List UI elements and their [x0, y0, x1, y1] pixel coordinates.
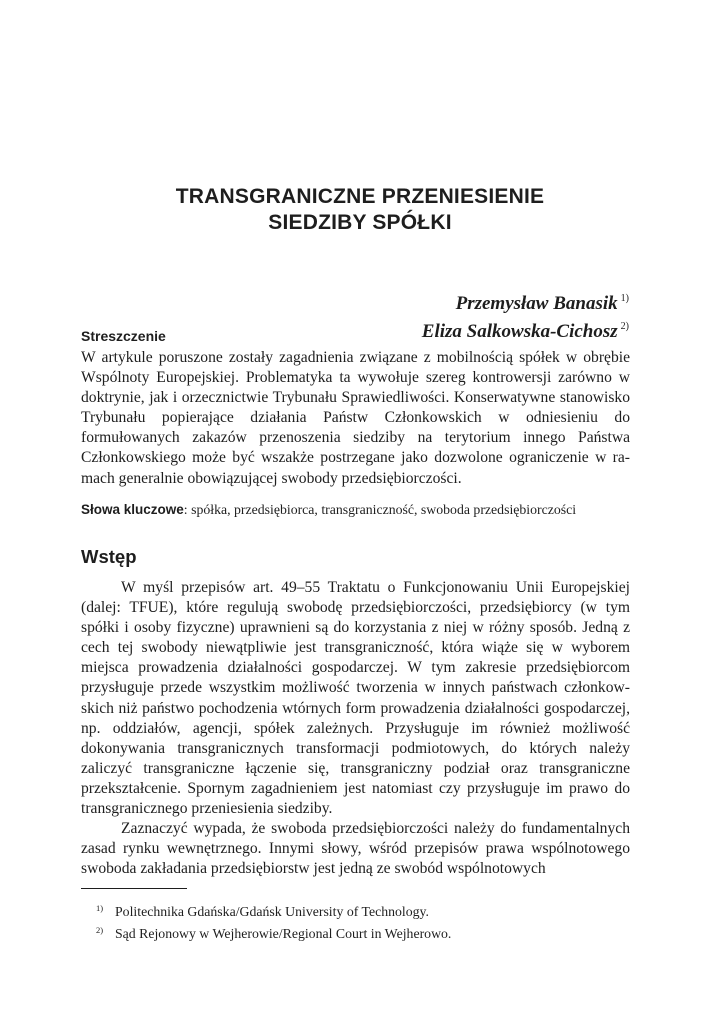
keywords-separator: : [183, 502, 188, 517]
keywords-line [81, 502, 641, 518]
author-name: Eliza Salkowska-Cichosz [421, 321, 618, 342]
author-footnote-ref: 2) [620, 321, 629, 332]
footnotes [96, 899, 451, 943]
footnote-text: Sąd Rejonowy w Wejherowie/Regional Court in Wejherowo. [115, 926, 452, 941]
title-line-1: TRANSGRANICZNE PRZENIESIENIE [175, 185, 545, 208]
paragraph: Zaznaczyć wypada, że swoboda przedsiębiorczości należy do fundamentalnych zasad rynku wewnętrznego. Innymi słowy, wśród przepisów prawa wspólnotowego swoboda zakładania przedsiębiorstw jest jedną ze swobód wspólnotowych [81, 820, 630, 878]
author-1 [422, 287, 629, 315]
title-line-2: SIEDZIBY SPÓŁKI [268, 211, 452, 234]
footnote-2 [96, 921, 451, 943]
keywords-label: Słowa kluczowe [81, 502, 184, 517]
footnote-divider [81, 888, 187, 889]
article-title [80, 184, 640, 236]
abstract-text: W artykule poruszone zostały zagadnienia związane z mobilnością spółek w obrębie Wspólnoty Europejskiej. Problematyka ta wywołuje szereg kontrowersji zarówno w doktrynie, jak i orzecznictwie Trybunału Sprawiedliwości. Konserwatywne stanowisko Trybunału popierające działania Państw Członkowskich w odniesieniu do formułowanych zakazów przenoszenia siedziby na terytorium innego Państwa Członkowskiego może być wszakże postrzegane jako dozwolone ograniczenie w ramach generalnie obowiązującej swobody przedsiębiorczości. [81, 349, 630, 487]
footnote-mark: 2) [96, 925, 104, 935]
author-footnote-ref: 1) [620, 293, 629, 304]
footnote-text: Politechnika Gdańska/Gdańsk University of Technology. [115, 904, 430, 919]
footnote-1 [96, 899, 451, 921]
paragraph: W myśl przepisów art. 49–55 Traktatu o Funkcjonowaniu Unii Europejskiej (dalej: TFUE), które regulują swobodę przedsiębiorczości, przedsiębiorcy (w tym spółki i osoby fizyczne) uprawnieni są do korzystania z niej w różny sposób. Jedną z cech tej swobody niewątpliwie jest transgraniczność, która wiąże się w wyborem miejsca prowadzenia działalności gospodarczej. W tym zakresie przedsiębiorcom przysługuje przede wszystkim możliwość tworzenia w innych państwach członkowskich niż państwo pochodzenia wtórnych form prowadzenia działalności gospodarczej, np. oddziałów, agencji, spółek zależnych. Przysługuje im również możliwość dokonywania transgranicznych transformacji podmiotowych, do których należy zaliczyć transgraniczne łączenie się, transgraniczny podział oraz transgraniczne przekształcenie. Spornym zagadnieniem jest natomiast czy przysługuje im prawo do transgranicznego przeniesienia siedziby. [81, 579, 630, 818]
author-name: Przemysław Banasik [455, 293, 618, 314]
abstract-heading: Streszczenie [81, 328, 166, 344]
intro-body [81, 578, 630, 879]
keywords-text: spółka, przedsiębiorca, transgraniczność, swoboda przedsiębiorczości [187, 502, 577, 517]
section-heading-intro: Wstęp [81, 546, 137, 567]
author-2 [422, 315, 629, 343]
footnote-mark: 1) [96, 903, 104, 913]
author-list [422, 287, 629, 343]
